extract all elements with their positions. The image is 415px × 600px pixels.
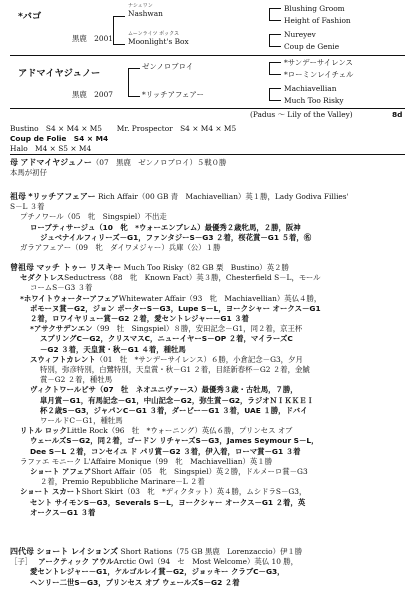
sire-dam: Moonlight's Box [128, 37, 189, 46]
text-line: 皐月賞－G1，有馬記念－G1，中山記念－G2，弥生賞－G2，ラジオＮＩＫＫＥＩ [40, 395, 314, 405]
dds: Machiavellian [284, 84, 337, 93]
text-line: Dee S－L ２着，コンセイユ ド パリ賞－G2 ３着，伊入着，ローマ賞－G1 ３着 [30, 446, 301, 456]
text-line: Seductress（88 牝 Known Fact）英３勝，Chesterfield S－L，モール [64, 273, 321, 283]
text-line: （10 牝 *ウォーエンブレム）最優秀２歳牝馬，２勝，阪神 [95, 222, 301, 232]
family-note: (Padus ～ Lily of the Valley) [250, 110, 353, 119]
dam-name: アドマイヤジュノー [18, 68, 101, 79]
text-line: ２着，Premio Repubbliche Marinare－L ２着 [40, 477, 205, 487]
gen-label: 祖母 [10, 192, 26, 201]
horse-name: リトル ロック [20, 426, 67, 436]
third-dam-name: マッチ トゥー リスキー [36, 263, 122, 272]
text-line: （99 牡 Singspiel）８勝，安田記念－G1，同２着，京王杯 [92, 324, 303, 334]
inbreeding [10, 124, 405, 155]
sds: Nureyev [284, 30, 316, 39]
text-line: Short Affair（05 牝 Singspiel）英２勝，ドルメーロ賞－G3 [91, 467, 308, 477]
dam-section [10, 158, 405, 178]
sire-dam-reading: ムーンライツ ボックス [128, 31, 180, 37]
offspring-label: ［子］ [10, 557, 33, 567]
sss: Blushing Groom [284, 4, 345, 13]
third-dam-section [10, 263, 405, 518]
horse-name: ローブティサージュ [30, 222, 96, 232]
text-line: ガラアフェアー（09 牝 ダイワメジャー）兵庫（公）１勝 [20, 243, 221, 253]
text-line: Little Rock（96 牡 *ウォーニング）英仏６勝，プリンセス オブ [66, 426, 293, 436]
text-line: 賞－G2 ２着，種牡馬 [40, 375, 113, 385]
dss: *サンデーサイレンス [284, 58, 353, 67]
second-dam-desc: Rich Affair（00 GB 青 Machiavellian）英１勝，Lady Godiva Fillies' [97, 192, 349, 201]
horse-name: ショート アフェア [30, 467, 92, 477]
text-line: （01 牡 *サンデーサイレンス）６勝，小倉記念－G3，夕月 [95, 354, 303, 364]
horse-name: アークティック アウル [38, 557, 114, 567]
dam-note: 本馬が初仔 [10, 168, 47, 178]
dsd: *ローミンレイチェル [284, 70, 354, 79]
text-line: 杯２歳S－G3，ジャパンC－G1 ３着，ダービー－G1 ３着，UAE １勝，ドバイ [40, 405, 308, 415]
inbreeding-line: Coup de Folie S4 × M4 [10, 134, 109, 144]
second-dam-section [10, 192, 405, 253]
fourth-dam-section [10, 547, 405, 588]
fourth-dam-name: ショート レイションズ [36, 547, 119, 556]
text-line: ウェールズS－G2，同２着，ゴードン リチャーズS－G3，James Seymour S－L， [30, 436, 319, 446]
horse-name: スウィフトカレント [30, 354, 96, 364]
fourth-dam-desc: Short Rations（75 GB 黒鹿 Lorenzaccio）伊１勝 [120, 547, 303, 556]
inbreeding-line: Bustino S4 × M4 × M5 Mr. Prospector S4 × M4 × M5 [10, 124, 237, 133]
text-line: コームS－G3 ３着 [30, 283, 93, 293]
text-line: セント サイモンS－G3，Severals S－L，ヨークシャー オークス－G1 ２着，英 [30, 497, 306, 507]
second-dam-name: *リッチアフェアー [28, 192, 96, 201]
gen-label: 曾祖母 [10, 263, 34, 272]
dam-info: 黒鹿 2007 [72, 90, 113, 99]
sire-info: 黒鹿 2001 [72, 34, 113, 43]
text-line: ワールドC－G1，種牡馬 [40, 416, 123, 426]
dam-label: 母 [10, 158, 18, 167]
text-line: （07 牡 ネオユニヴァース）最優秀３歳・古牡馬，７勝， [95, 385, 298, 395]
text-line: オークス－G1 ３着 [30, 507, 96, 517]
sdd: Coup de Genie [284, 42, 340, 51]
ssd: Height of Fashion [284, 16, 351, 25]
text-line: ２着，ロワイヤリュー賞－G2 ２着，愛セントレジャー－G1 ３着 [30, 314, 249, 324]
text-line: ラファエ モニーク L'Affaire Monique（99 牝 Machiavellian）英１勝 [20, 456, 273, 466]
sire-name: *バゴ [18, 11, 42, 22]
horse-name: ショート スカート [20, 487, 82, 497]
text-line: S－L ３着 [10, 202, 45, 212]
text-line: ポモーヌ賞－G2，ジョン ポーターS－G3，Lupe S－L，ヨークシャー オークス－G1 [30, 303, 321, 313]
sire-sire-reading: ナシュワン [128, 3, 153, 9]
text-line: ヘンリー二世S－G3，プリンセス オブ ウェールズS－G2 ２着 [30, 577, 240, 587]
dam-sire: ゼンノロブロイ [142, 62, 194, 71]
dam-dam: *リッチアフェアー [142, 90, 204, 99]
text-line: Short Skirt（03 牝 *ディクタット）英４勝，ムシドラS－G3， [81, 487, 307, 497]
text-line: Arctic Owl（94 セ Most Welcome）英仏 10 勝， [113, 557, 299, 567]
inbreeding-line: Halo M4 × S5 × M4 [10, 144, 92, 154]
text-line: 特別，弥彦特別，白鷺特別，天皇賞・秋－G1 ２着，目経新春杯－G2 ２着，金鯱 [40, 365, 310, 375]
text-line: －G2 ３着，天皇賞・秋－G1 ４着，種牡馬 [40, 344, 186, 354]
ddd: Much Too Risky [284, 96, 344, 105]
third-dam-desc: Much Too Risky（82 GB 栗 Bustino）英２勝 [123, 263, 289, 272]
dam-heading: アドマイヤジュノー [20, 158, 92, 167]
gen-label: 四代母 [10, 547, 34, 556]
text-line: ジュベナイルフィリーズ－G1，ファンタジーS－G3 ２着，桜花賞－G1 ５着，㊔ [40, 232, 312, 242]
text-line: プチノワール（05 牝 Singspiel）不出走 [20, 212, 167, 222]
sire-sire: Nashwan [128, 9, 163, 18]
horse-name: *アサクサデンエン [30, 324, 93, 334]
horse-name: ヴィクトワールピサ [30, 385, 96, 395]
text-line: Whitewater Affair（93 牝 Machiavellian）英仏４勝， [118, 293, 322, 303]
family-number: 8d [392, 110, 403, 119]
text-line: 愛セントレジャー－G1，ケルゴルレイ賞－G2，ジョッキー クラブC－G3， [30, 567, 285, 577]
text-line: スプリングC－G2，クリスマスC，ニューイヤーS－OP ２着，マイラーズC [40, 334, 293, 344]
horse-name: セダクトレス [20, 273, 65, 283]
horse-name: *ホワイトウォーターアフェア [20, 293, 119, 303]
dam-desc: （07 黒鹿 ゼンノロブロイ）５戦０勝 [91, 158, 227, 167]
